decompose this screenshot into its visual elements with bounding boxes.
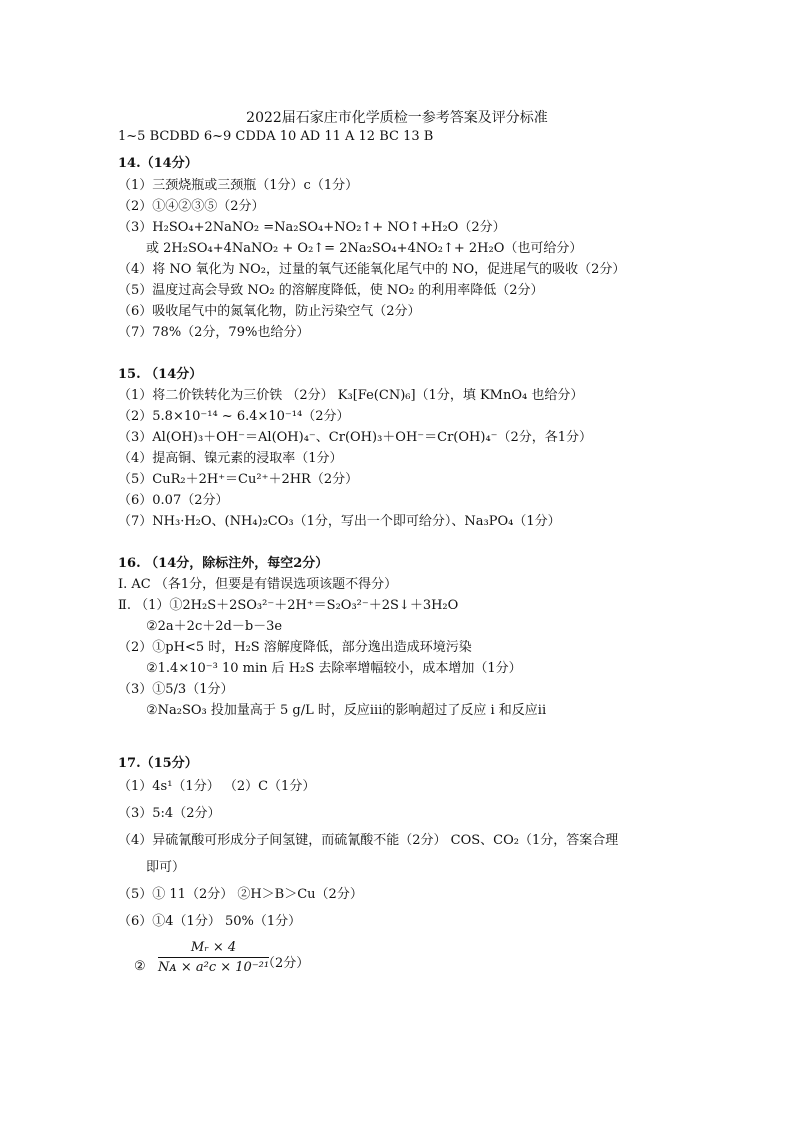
q17-line: （1）4s¹（1分） （2）C（1分）	[118, 779, 316, 794]
q15-line: （5）CuR₂＋2H⁺＝Cu²⁺＋2HR（2分）	[118, 472, 359, 487]
q15-line: （4）提高铜、镍元素的浸取率（1分）	[118, 451, 343, 466]
q16-line: ②1.4×10⁻³ 10 min 后 H₂S 去除率增幅较小，成本增加（1分）	[146, 661, 522, 676]
q14-line: （6）吸收尾气中的氮氧化物，防止污染空气（2分）	[118, 304, 421, 319]
q17-line: （5）① 11（2分） ②H＞B＞Cu（2分）	[118, 887, 363, 902]
q15-line: （1）将二价铁转化为三价铁 （2分） K₃[Fe(CN)₆]（1分，填 KMnO₄ 也给分）	[118, 388, 584, 403]
q15-line: （2）5.8×10⁻¹⁴ ~ 6.4×10⁻¹⁴（2分）	[118, 409, 350, 424]
q14-line: （1）三颈烧瓶或三颈瓶（1分）c（1分）	[118, 178, 359, 193]
q14-line: （7）78%（2分，79%也给分）	[118, 325, 310, 340]
q16-line: Ⅰ. AC （各1分，但要是有错误选项该题不得分）	[118, 577, 398, 592]
fraction-bar	[158, 957, 269, 958]
density-formula	[158, 940, 269, 975]
q16-line: ②2a＋2c＋2d－b－3e	[146, 619, 283, 634]
q17-heading: 17.（15分）	[118, 756, 198, 771]
q15-line: （6）0.07（2分）	[118, 493, 229, 508]
q14-line: （5）温度过高会导致 NO₂ 的溶解度降低，使 NO₂ 的利用率降低（2分）	[118, 283, 544, 298]
q16-line: （3）①5/3（1分）	[118, 682, 234, 697]
q14-line: （3）H₂SO₄+2NaNO₂ =Na₂SO₄+NO₂↑+ NO↑+H₂O（2分）	[118, 220, 506, 235]
q14-line: 或 2H₂SO₄+4NaNO₂ + O₂↑= 2Na₂SO₄+4NO₂↑+ 2H₂O（也可给分）	[146, 241, 583, 256]
page-title: 2022届石家庄市化学质检一参考答案及评分标准	[246, 110, 548, 126]
formula-numerator: Mᵣ × 4	[190, 940, 237, 955]
q16-heading: 16. （14分，除标注外，每空2分）	[118, 556, 329, 571]
q14-heading: 14.（14分）	[118, 156, 198, 171]
formula-denominator: Nᴀ × a²c × 10⁻²¹	[158, 960, 270, 975]
q15-line: （7）NH₃·H₂O、(NH₄)₂CO₃（1分，写出一个即可给分）、Na₃PO₄（1分）	[118, 514, 561, 529]
formula-prefix: ②	[134, 959, 146, 974]
q14-line: （4）将 NO 氧化为 NO₂，过量的氧气还能氧化尾气中的 NO，促进尾气的吸收（2分）	[118, 262, 626, 277]
q15-line: （3）Al(OH)₃＋OH⁻＝Al(OH)₄⁻、Cr(OH)₃＋OH⁻＝Cr(OH)₄⁻（2分，各1分）	[118, 430, 593, 445]
q17-line: （4）异硫氰酸可形成分子间氢键，而硫氰酸不能（2分） COS、CO₂（1分，答案合理	[118, 833, 619, 848]
q16-line: （2）①pH<5 时，H₂S 溶解度降低，部分逸出造成环境污染	[118, 640, 472, 655]
q16-line: ②Na₂SO₃ 投加量高于 5 g/L 时，反应iii的影响超过了反应 i 和反应ii	[146, 703, 547, 718]
q15-heading: 15. （14分）	[118, 367, 203, 382]
q14-line: （2）①④②③⑤（2分）	[118, 199, 265, 214]
q17-line: （3）5:4（2分）	[118, 806, 221, 821]
formula-score: （2分）	[262, 956, 310, 971]
choice-answers: 1~5 BCDBD 6~9 CDDA 10 AD 11 A 12 BC 13 B	[118, 129, 434, 144]
q16-line: Ⅱ. （1）①2H₂S＋2SO₃²⁻＋2H⁺＝S₂O₃²⁻＋2S↓＋3H₂O	[118, 598, 459, 613]
q17-line: （6）①4（1分） 50%（1分）	[118, 914, 302, 929]
q17-line: 即可）	[146, 860, 186, 875]
